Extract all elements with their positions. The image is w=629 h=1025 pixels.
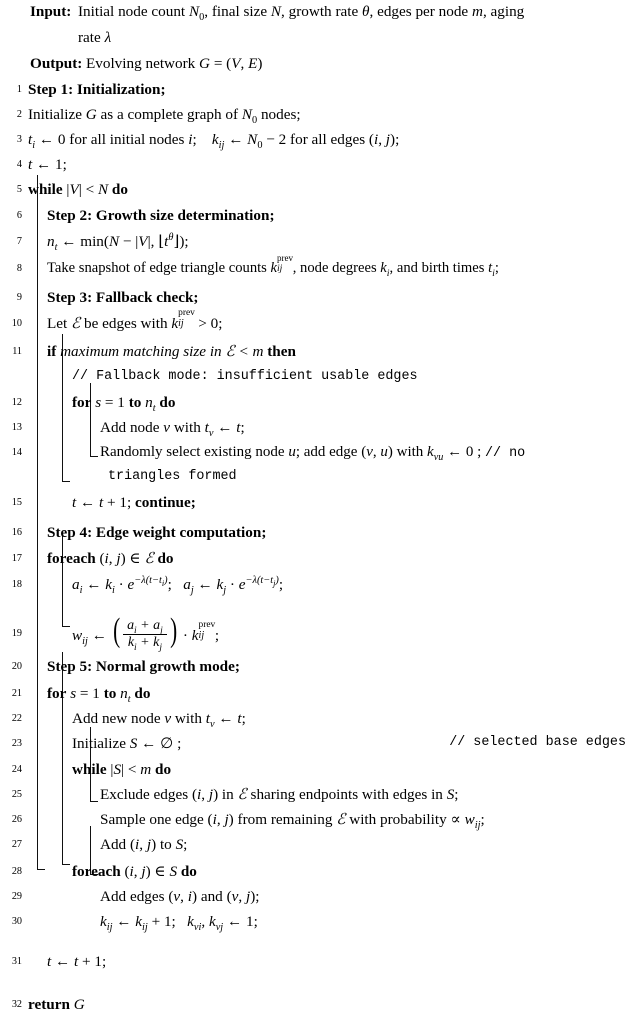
line-number: 9 [16, 292, 22, 303]
line-content: $w_{ij}$ ← ( $\frac{a_i + a_j}{k_i + k_j}$ ) · k prev ij ; [72, 612, 220, 653]
frag-initial-node-count: Initial node count [78, 3, 186, 20]
line-content: for s = 1 to $n_t$ do [72, 394, 176, 415]
kw-do: do [157, 550, 174, 567]
comment-no-a: // no [485, 446, 526, 461]
line-number: 29 [11, 891, 22, 902]
algorithm-comment-triangles [0, 470, 629, 495]
line-number: 2 [16, 109, 22, 120]
frag-edges-per-node: , edges per node [369, 3, 469, 20]
frag-randomly: Randomly select existing node [100, 444, 285, 460]
line-content: Let ℰ be edges with k prev ij > 0; [47, 308, 223, 332]
line-content [28, 659, 626, 674]
step5-label: Step 5: Normal growth mode; [47, 658, 240, 675]
var-lambda: λ [104, 29, 112, 46]
frag-as-complete: as a complete graph of [100, 106, 239, 123]
frag-with: with [396, 444, 424, 460]
step1-label: Step 1: Initialization; [28, 81, 166, 98]
kw-do: do [134, 685, 151, 702]
frag-sharing: sharing endpoints with edges in [250, 786, 443, 803]
line-content: while |V| < N do [28, 181, 128, 198]
var-ti: $t_i$ [488, 260, 495, 279]
line-content: Add edges (v, i) and (v, j); [100, 888, 260, 905]
line-number: 28 [11, 866, 22, 877]
algorithm-line-1 [0, 82, 629, 107]
algorithm-line-25 [0, 787, 629, 812]
kw-do: do [159, 394, 176, 411]
frag-in: in [221, 786, 234, 803]
algorithm-line-31 [0, 944, 629, 989]
kw-for: for [72, 394, 92, 411]
line-content [28, 107, 626, 126]
frag-to: to [159, 836, 172, 853]
algorithm-line-3 [0, 132, 629, 157]
algorithm-line-15 [0, 495, 629, 525]
frag-add-node: Add node [100, 419, 160, 436]
var-ti: $t_i$ [28, 131, 36, 152]
frag-add-edges: Add edges [100, 888, 165, 905]
algorithm-line-27 [0, 837, 629, 864]
line-content: if maximum matching size in ℰ < m then [47, 343, 296, 360]
kw-do: do [111, 181, 128, 198]
line-number: 23 [11, 738, 22, 749]
line-content: Add (i, j) to S; [100, 836, 188, 853]
algorithm-line-20 [0, 659, 629, 686]
frag-node-degrees: , node degrees [292, 260, 377, 276]
line-content: return G [28, 996, 85, 1013]
line-number: 12 [11, 397, 22, 408]
algorithm-line-9 [0, 290, 629, 316]
line-number: 6 [16, 210, 22, 221]
algorithm-line-10 [0, 308, 629, 344]
line-number: 32 [11, 999, 22, 1010]
line-number: 8 [16, 263, 22, 274]
line-content: Add new node v with $t_v$ ← t; [72, 710, 246, 731]
line-content: foreach (i, j) ∈ S do [72, 863, 197, 880]
var-nt: $n_t$ [47, 233, 58, 254]
line-content: t ← t + 1; continue; [72, 494, 196, 511]
var-ki: $k_i$ [380, 260, 390, 279]
frag-from-remaining: from remaining [237, 811, 333, 828]
algorithm-line-7 [0, 231, 629, 261]
line-number: 15 [11, 497, 22, 508]
line-number: 7 [16, 236, 22, 247]
line-content: for s = 1 to $n_t$ do [47, 685, 151, 706]
line-number: 16 [11, 527, 22, 538]
kw-for: for [47, 685, 67, 702]
algorithm-line-18 [0, 574, 629, 607]
weight-fraction: $\frac{a_i + a_j}{k_i + k_j}$ [123, 619, 167, 650]
frag-and: and [200, 888, 223, 905]
frag-be-edges: be edges with [84, 315, 168, 332]
frag-evolving-network: Evolving network [86, 55, 196, 72]
algorithm-line-19 [0, 607, 629, 659]
frag-with: with [174, 710, 202, 727]
algorithm-line-6 [0, 208, 629, 234]
var-m: m [471, 3, 483, 20]
line-number: 20 [11, 661, 22, 672]
kw-do: do [180, 863, 197, 880]
step3-label: Step 3: Fallback check; [47, 289, 199, 306]
frag-birth-times: , and birth times [389, 260, 485, 276]
line-number: 1 [16, 84, 22, 95]
line-number: 21 [11, 688, 22, 699]
var-v: V [231, 55, 241, 72]
cond-text: maximum matching size in [60, 343, 222, 360]
kw-to: to [128, 394, 142, 411]
algorithm-line-29 [0, 889, 629, 914]
kw-do: do [155, 761, 172, 778]
line-number: 14 [11, 447, 22, 458]
algorithm-line-22 [0, 711, 629, 736]
line-number: 4 [16, 159, 22, 170]
frag-initialize-s: Initialize [72, 735, 126, 752]
frag-take-snapshot: Take snapshot of edge triangle counts [47, 260, 267, 276]
var-n0: $N_0$ [241, 106, 258, 127]
var-n: N [270, 3, 282, 20]
algorithm-line-4 [0, 157, 629, 182]
line-content: $t_i$ ← 0 for all initial nodes i; $k_{ij}$ ← $N_0 - 2$ for all edges (i, j); [28, 131, 400, 152]
line-content: Initialize S ← ∅ ; [72, 735, 182, 752]
frag-add-new-node: Add new node [72, 710, 161, 727]
frag-add: Add [100, 836, 127, 853]
frag-with-prob: with probability [349, 811, 447, 828]
algorithm-line-17 [0, 551, 629, 577]
line-content [28, 82, 626, 97]
var-g: G [199, 55, 211, 72]
line-number: 26 [11, 814, 22, 825]
line-number: 18 [11, 579, 22, 590]
line-number: 30 [11, 916, 22, 927]
frag-exclude: Exclude edges [100, 786, 189, 803]
algorithm-line-26 [0, 812, 629, 837]
frag-let: Let [47, 315, 68, 332]
line-number: 13 [11, 422, 22, 433]
input-row-cont [30, 30, 625, 55]
line-content: t ← t + 1; [47, 953, 107, 970]
algorithm-line-32 [0, 989, 629, 1025]
line-number: 17 [11, 553, 22, 564]
kw-while: while [28, 181, 63, 198]
kw-while: while [72, 761, 107, 778]
algorithm-comment-fallback [0, 370, 629, 395]
line-number: 22 [11, 713, 22, 724]
frag-initialize: Initialize [28, 106, 82, 123]
input-text-cont [78, 30, 625, 45]
line-number: 25 [11, 789, 22, 800]
kw-foreach: foreach [72, 863, 121, 880]
step2-label: Step 2: Growth size determination; [47, 207, 275, 224]
line-content: $a_i$ ← $k_i \cdot e^{-\lambda(t-t_i)}$; $a_j$ ← $k_j \cdot e^{-\lambda(t-t_j)}$; [72, 574, 284, 597]
algorithm-line-24 [0, 762, 629, 787]
line-content: t ← 1; [28, 156, 67, 173]
var-g: G [85, 106, 97, 123]
frag-min: min [80, 233, 104, 250]
line-content: $n_t$ ← min(N − |V|, $⌊t^\theta⌋$); [47, 231, 189, 254]
line-number: 27 [11, 839, 22, 850]
algorithm-line-5 [0, 182, 629, 208]
kw-to: to [103, 685, 117, 702]
line-content: Exclude edges (i, j) in ℰ sharing endpoints with edges in S; [100, 786, 459, 803]
algorithm-line-16 [0, 525, 629, 551]
algorithm-line-2 [0, 107, 629, 132]
input-text [78, 4, 625, 23]
line-content [28, 525, 626, 540]
algorithm-line-23 [0, 736, 629, 762]
line-number: 3 [16, 134, 22, 145]
frag-for-all-edges: 2 for all edges [278, 131, 366, 148]
line-content: $k_{ij}$ ← $k_{ij} + 1$; $k_{vi}$, $k_{vj}$ ← 1; [100, 913, 258, 934]
sym-cal-e: ℰ [71, 315, 81, 332]
line-content: Take snapshot of edge triangle counts k prev ij , node degrees $k_i$, and birth times $t_i$; [47, 253, 499, 279]
output-text: Evolving network G = (V, E) [86, 55, 263, 72]
line-content: Add node v with $t_v$ ← t; [100, 419, 245, 440]
line-number: 10 [11, 318, 22, 329]
comment-selected-base: // selected base edges [449, 735, 626, 750]
input-row [30, 4, 625, 29]
line-content: Sample one edge (i, j) from remaining ℰ with probability ∝ $w_{ij}$; [100, 811, 485, 832]
frag-growth-rate: , growth rate [281, 3, 359, 20]
line-content [28, 208, 626, 223]
var-kij-prev: k prev ij [171, 308, 195, 332]
algorithm-header [0, 0, 629, 81]
var-n0: $N_0$ [188, 3, 205, 24]
comment-text: // Fallback mode: insufficient usable edges [72, 369, 418, 384]
input-label: Input: [30, 3, 72, 20]
frag-sample: Sample one edge [100, 811, 204, 828]
algorithm-line-11 [0, 344, 629, 370]
algorithm-line-21 [0, 686, 629, 711]
output-row [30, 56, 625, 81]
kw-continue: continue; [135, 494, 196, 511]
frag-for-all-initial: 0 for all initial nodes [57, 131, 185, 148]
line-number: 31 [11, 956, 22, 967]
var-e: E [248, 55, 258, 72]
comment-text: triangles formed [108, 469, 237, 484]
line-content: Randomly select existing node u; add edge (v, u) with $k_{vu}$ ← 0 ; // no [100, 444, 526, 463]
kw-return: return [28, 996, 70, 1013]
algorithm-line-14 [0, 445, 629, 470]
kw-foreach: foreach [47, 550, 96, 567]
kw-if: if [47, 343, 57, 360]
frag-with: with [173, 419, 201, 436]
line-number: 24 [11, 764, 22, 775]
step4-label: Step 4: Edge weight computation; [47, 524, 267, 541]
frag-add-edge: ; add edge [295, 444, 358, 460]
var-kij: $k_{ij}$ [211, 131, 225, 152]
frag-rate: rate [78, 29, 101, 46]
algorithm-line-30 [0, 914, 629, 944]
frag-nodes: nodes; [260, 106, 301, 123]
var-theta: θ [362, 3, 370, 20]
line-content: while |S| < m do [72, 761, 172, 778]
algorithm-line-13 [0, 420, 629, 445]
line-number: 19 [11, 628, 22, 639]
line-content: foreach (i, j) ∈ ℰ do [47, 550, 174, 567]
line-content [28, 290, 626, 305]
frag-final-size: , final size [204, 3, 268, 20]
algorithm-line-8 [0, 253, 629, 290]
kw-then: then [267, 343, 296, 360]
var-kij-prev: k prev ij [270, 253, 294, 276]
algorithm-line-12 [0, 395, 629, 420]
frag-aging: , aging [482, 3, 525, 20]
line-number: 5 [16, 184, 22, 195]
algorithm-line-28 [0, 864, 629, 889]
output-label: Output: [30, 55, 83, 72]
line-number: 11 [12, 346, 22, 357]
